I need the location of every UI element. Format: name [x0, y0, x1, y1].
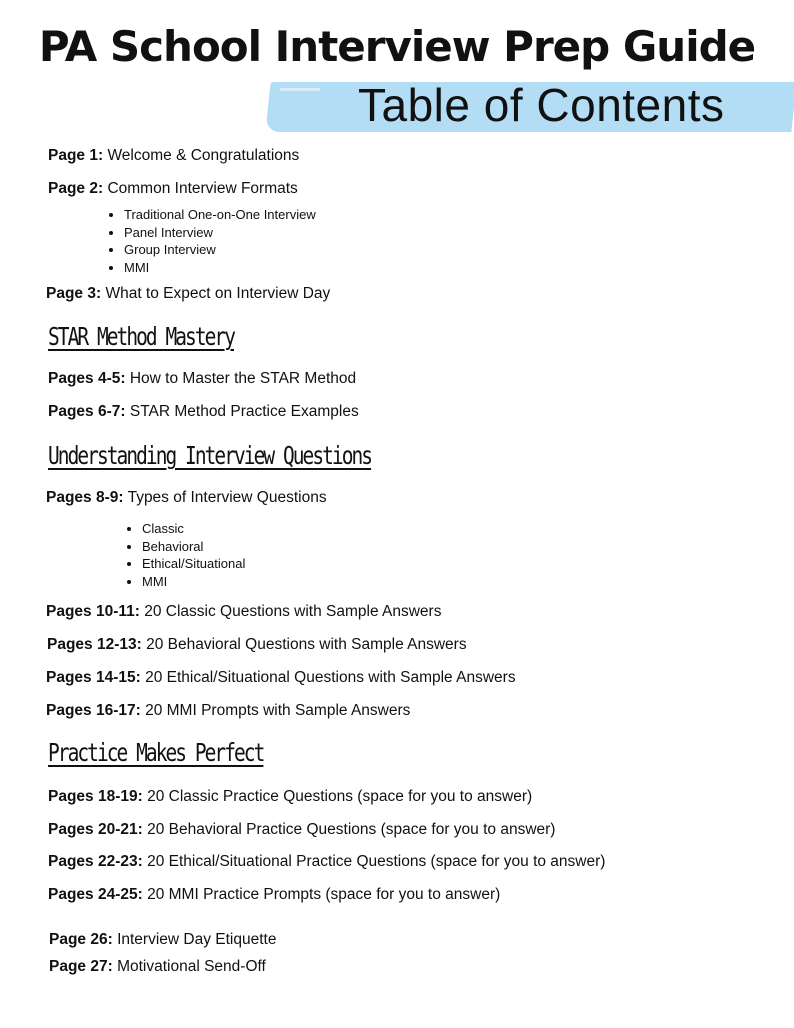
entry-text: 20 MMI Prompts with Sample Answers: [145, 702, 411, 719]
entry-text: Types of Interview Questions: [127, 489, 327, 506]
entry-text: Common Interview Formats: [107, 180, 298, 197]
entry-text: Motivational Send-Off: [117, 958, 266, 975]
toc-entry-page-26: [49, 931, 276, 949]
list-item: • MMI: [142, 573, 245, 591]
document-title: PA School Interview Prep Guide: [38, 22, 756, 71]
entry-text: Welcome & Congratulations: [107, 147, 300, 164]
toc-entry-pages-8-9: [46, 489, 327, 507]
page-label: Pages 14-15:: [46, 669, 141, 686]
toc-entry-pages-20-21: [48, 821, 555, 839]
page-label: Page 1:: [48, 147, 104, 164]
entry-text: 20 Behavioral Questions with Sample Answers: [146, 636, 467, 653]
toc-entry-pages-18-19: [48, 788, 532, 806]
page-label: Page 2:: [48, 180, 104, 197]
toc-entry-pages-4-5: [48, 370, 356, 388]
list-item: • Group Interview: [124, 241, 316, 259]
entry-text: How to Master the STAR Method: [129, 370, 357, 387]
page-label: Pages 22-23:: [48, 853, 143, 870]
page-label: Pages 10-11:: [46, 603, 140, 620]
document-subtitle: Table of Contents: [358, 79, 725, 131]
page-label: Page 26:: [49, 931, 113, 948]
page-label: Pages 6-7:: [48, 403, 126, 420]
toc-entry-pages-14-15: [46, 669, 516, 687]
toc-entry-page-3: [46, 285, 330, 303]
entry-text: What to Expect on Interview Day: [105, 285, 331, 302]
page-label: Pages 12-13:: [47, 636, 142, 653]
section-heading-practice: Practice Makes Perfect: [48, 738, 264, 767]
toc-entry-pages-24-25: [48, 886, 500, 904]
toc-entry-pages-12-13: [47, 636, 467, 654]
page-label: Pages 4-5:: [48, 370, 126, 387]
list-item: • MMI: [124, 259, 316, 277]
brush-streak: [280, 88, 320, 91]
toc-entry-pages-16-17: [46, 702, 410, 720]
list-item: • Panel Interview: [124, 224, 316, 242]
section-heading-star: STAR Method Mastery: [48, 322, 235, 351]
interview-formats-list: [106, 206, 316, 276]
entry-text: 20 Ethical/Situational Practice Questions (space for you to answer): [147, 853, 606, 870]
list-item: • Behavioral: [142, 538, 245, 556]
page-label: Pages 8-9:: [46, 489, 124, 506]
toc-entry-pages-10-11: [46, 603, 441, 621]
page-label: Pages 18-19:: [48, 788, 143, 805]
entry-text: 20 Classic Questions with Sample Answers: [144, 603, 442, 620]
page-label: Pages 24-25:: [48, 886, 143, 903]
page-label: Pages 20-21:: [48, 821, 143, 838]
entry-text: STAR Method Practice Examples: [129, 403, 359, 420]
toc-entry-page-27: [49, 958, 266, 976]
page-label: Page 3:: [46, 285, 102, 302]
list-item: • Classic: [142, 520, 245, 538]
toc-entry-page-1: [48, 147, 299, 165]
toc-entry-page-2: [48, 180, 298, 198]
page-label: Page 27:: [49, 958, 113, 975]
entry-text: Interview Day Etiquette: [117, 931, 277, 948]
page-label: Pages 16-17:: [46, 702, 141, 719]
section-heading-questions: Understanding Interview Questions: [48, 441, 372, 470]
question-types-list: [124, 520, 245, 590]
entry-text: 20 Classic Practice Questions (space for you to answer): [147, 788, 533, 805]
list-item: • Traditional One-on-One Interview: [124, 206, 316, 224]
entry-text: 20 Behavioral Practice Questions (space for you to answer): [147, 821, 556, 838]
toc-entry-pages-6-7: [48, 403, 359, 421]
entry-text: 20 MMI Practice Prompts (space for you to answer): [147, 886, 501, 903]
entry-text: 20 Ethical/Situational Questions with Sample Answers: [145, 669, 516, 686]
toc-entry-pages-22-23: [48, 853, 605, 871]
list-item: • Ethical/Situational: [142, 555, 245, 573]
